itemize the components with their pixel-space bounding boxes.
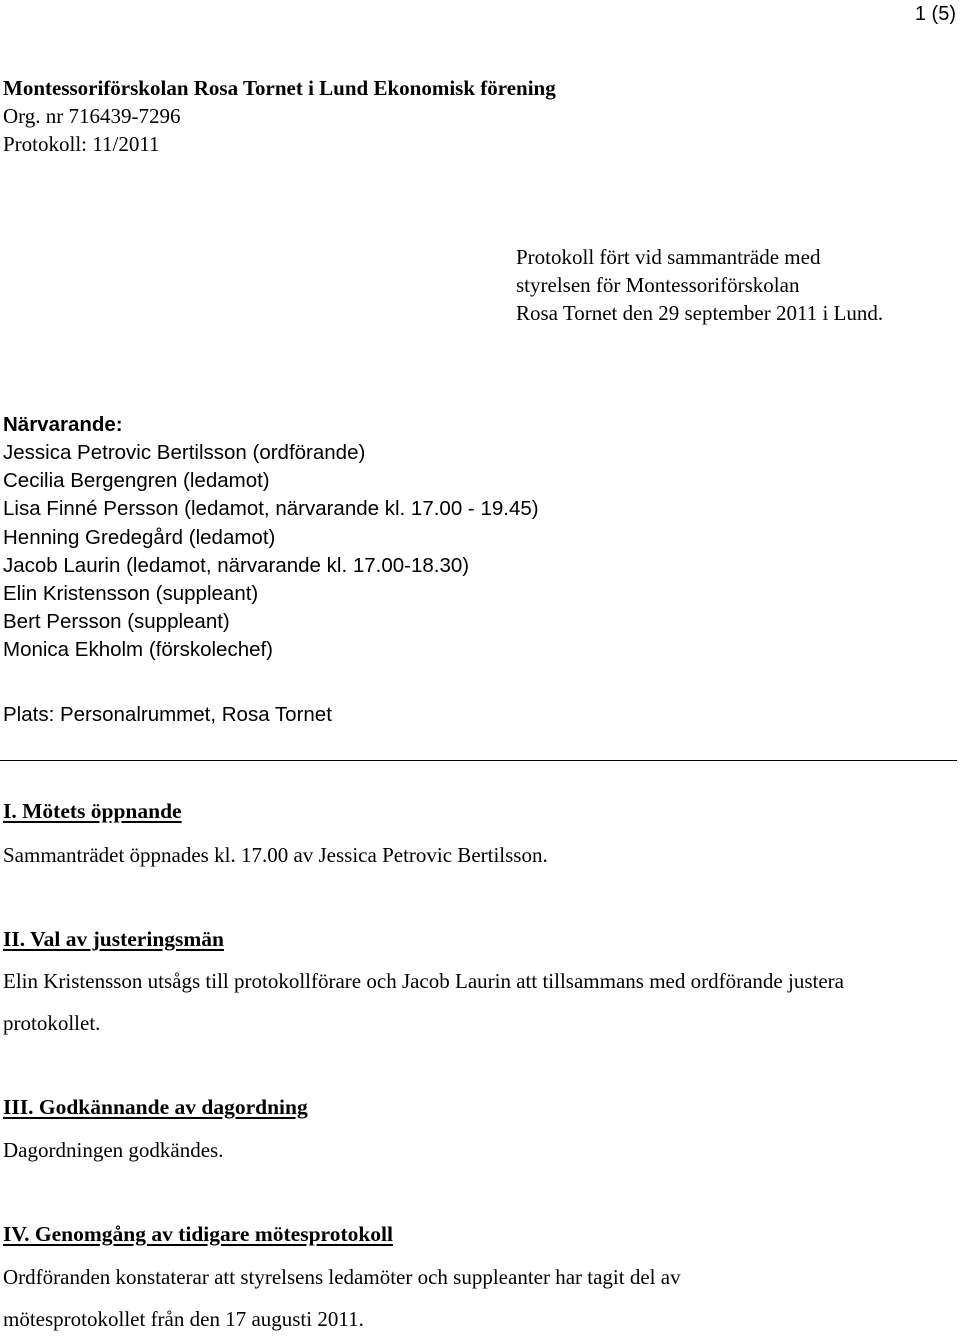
organization-number: Org. nr 716439-7296	[3, 104, 181, 128]
page-number: 1 (5)	[914, 3, 956, 25]
attendee-item: Elin Kristensson (suppleant)	[3, 582, 259, 605]
section-divider	[0, 760, 957, 761]
section-body-4: Ordföranden konstaterar att styrelsens ledamöter och suppleanter har tagit del av mötesprotokollet från den 17 augusti 2011.	[3, 1265, 681, 1331]
attendee-item: Bert Persson (suppleant)	[3, 610, 230, 633]
attendee-item: Lisa Finné Persson (ledamot, närvarande kl. 17.00 - 19.45)	[3, 497, 539, 520]
section-heading-4: IV. Genomgång av tidigare mötesprotokoll	[3, 1222, 394, 1246]
section-body-1: Sammanträdet öppnades kl. 17.00 av Jessica Petrovic Bertilsson.	[3, 843, 548, 867]
meeting-place: Plats: Personalrummet, Rosa Tornet	[3, 703, 332, 726]
section-heading-2: II. Val av justeringsmän	[3, 927, 225, 951]
meeting-info-line-2: styrelsen för Montessoriförskolan	[516, 273, 800, 297]
attendee-item: Jessica Petrovic Bertilsson (ordförande)	[3, 441, 366, 464]
attendee-item: Henning Gredegård (ledamot)	[3, 526, 276, 549]
attendee-item: Monica Ekholm (förskolechef)	[3, 638, 274, 661]
meeting-info-line-1: Protokoll fört vid sammanträde med	[516, 245, 821, 269]
section-body-2: Elin Kristensson utsågs till protokollförare och Jacob Laurin att tillsammans med ordförande justera protokollet.	[3, 969, 844, 1035]
organization-name: Montessoriförskolan Rosa Tornet i Lund Ekonomisk förening	[3, 76, 556, 100]
section-body-3: Dagordningen godkändes.	[3, 1138, 224, 1162]
protocol-number: Protokoll: 11/2011	[3, 132, 160, 156]
attendees-heading: Närvarande:	[3, 413, 123, 436]
attendee-item: Cecilia Bergengren (ledamot)	[3, 469, 270, 492]
section-heading-1: I. Mötets öppnande	[3, 799, 182, 823]
meeting-info-line-3: Rosa Tornet den 29 september 2011 i Lund.	[516, 301, 884, 325]
attendee-item: Jacob Laurin (ledamot, närvarande kl. 17.00-18.30)	[3, 554, 470, 577]
section-heading-3: III. Godkännande av dagordning	[3, 1095, 308, 1119]
